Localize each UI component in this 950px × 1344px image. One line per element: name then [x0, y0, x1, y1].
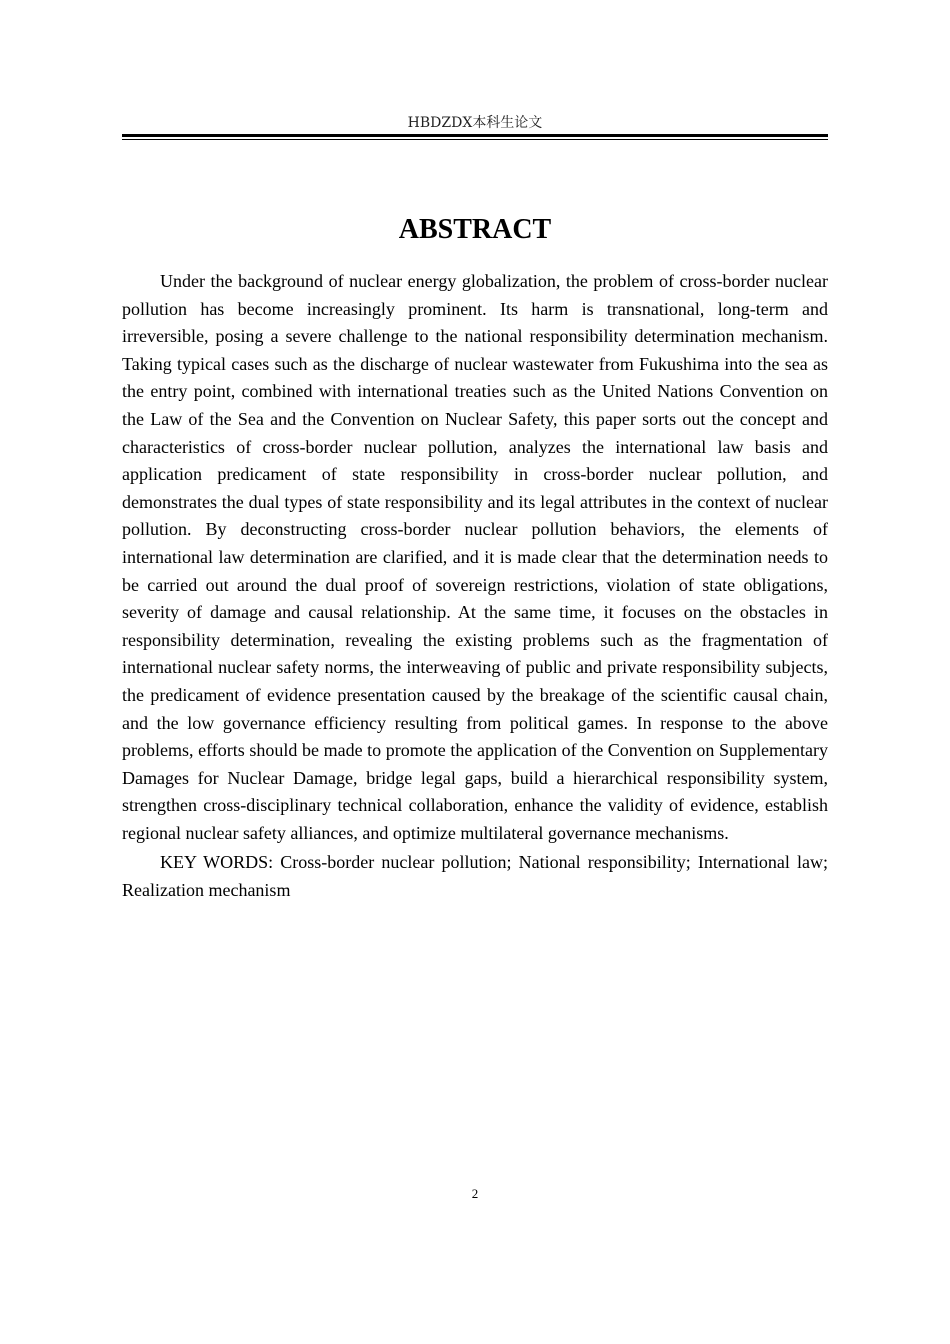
- abstract-section: [122, 268, 828, 905]
- header-rule-thin: [122, 139, 828, 140]
- abstract-paragraph: Under the background of nuclear energy globalization, the problem of cross-border nuclear pollution has become increasingly prominent. Its harm is transnational, long-term and irreversible, posing a severe challenge to the national responsibility determination mechanism. Taking typical cases such as the discharge of nuclear wastewater from Fukushima into the sea as the entry point, combined with international treaties such as the United Nations Convention on the Law of the Sea and the Convention on Nuclear Safety, this paper sorts out the concept and characteristics of cross-border nuclear pollution, analyzes the international law basis and application predicament of state responsibility in cross-border nuclear pollution, and demonstrates the dual types of state responsibility and its legal attributes in the context of nuclear pollution. By deconstructing cross-border nuclear pollution behaviors, the elements of international law determination are clarified, and it is made clear that the determination needs to be carried out around the dual proof of sovereign restrictions, violation of state obligations, severity of damage and causal relationship. At the same time, it focuses on the obstacles in responsibility determination, revealing the existing problems such as the fragmentation of international nuclear safety norms, the interweaving of public and private responsibility subjects, the predicament of evidence presentation caused by the breakage of the scientific causal chain, and the low governance efficiency resulting from political games. In response to the above problems, efforts should be made to promote the application of the Convention on Supplementary Damages for Nuclear Damage, bridge legal gaps, build a hierarchical responsibility system, strengthen cross-disciplinary technical collaboration, enhance the validity of evidence, establish regional nuclear safety alliances, and optimize multilateral governance mechanisms.: [122, 271, 828, 843]
- page-number: 2: [471, 1186, 479, 1201]
- keywords-paragraph: KEY WORDS: Cross-border nuclear pollution; National responsibility; International law; Realization mechanism: [122, 852, 828, 901]
- running-header: HBDZDX本科生论文: [407, 115, 543, 131]
- abstract-title: ABSTRACT: [398, 214, 552, 245]
- header-rule-thick: [122, 134, 828, 137]
